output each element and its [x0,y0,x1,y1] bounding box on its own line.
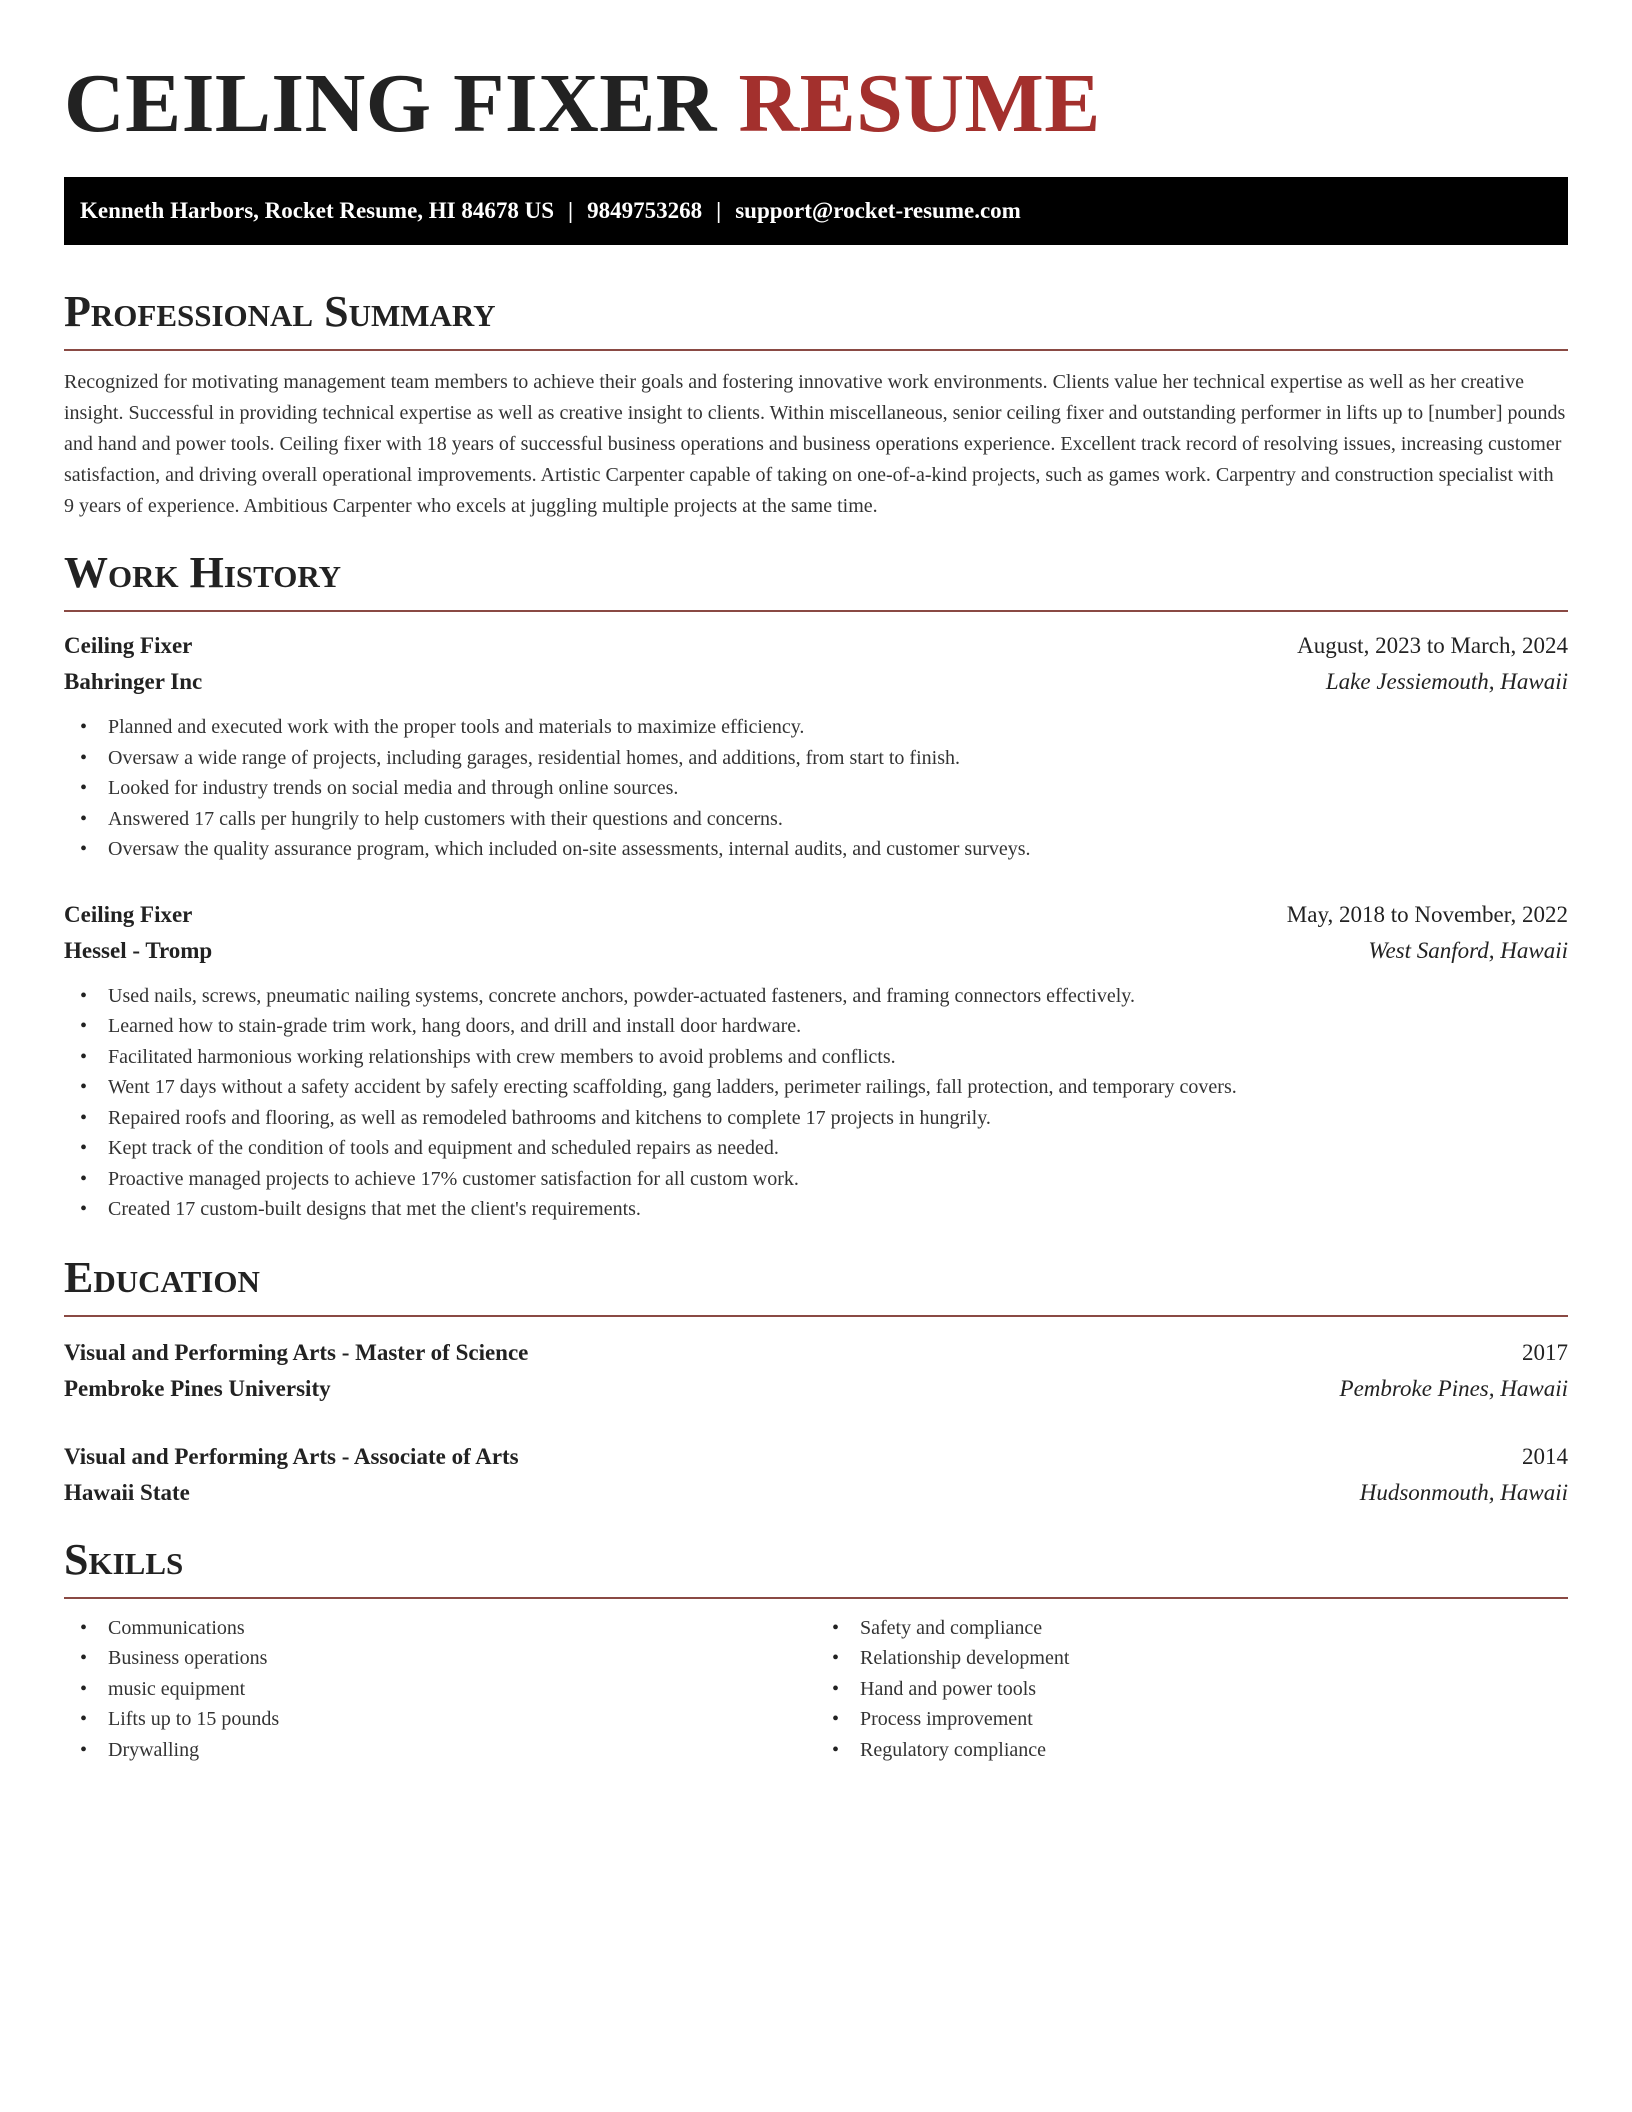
education-year: 2014 [1522,1443,1568,1469]
job-bullets [64,712,1568,865]
list-item: • Looked for industry trends on social media and through online sources. [64,773,1568,804]
education-school: Hawaii State [64,1479,190,1505]
resume-title [64,54,1568,154]
education-degree-row [64,1335,1568,1371]
job-header-row [64,628,1568,664]
job-company: Bahringer Inc [64,669,203,694]
job-dates: August, 2023 to March, 2024 [1297,633,1568,658]
education-school-row [64,1475,1568,1511]
list-item: • Oversaw the quality assurance program, which included on-site assessments, internal audits, and customer surveys. [64,834,1568,865]
list-item: • Process improvement [816,1704,1568,1735]
education-degree-row [64,1439,1568,1475]
job-title: Ceiling Fixer [64,901,193,927]
contact-phone: 9849753268 [587,198,703,223]
list-item: • Drywalling [64,1735,816,1766]
education-degree: Visual and Performing Arts - Associate of Arts [64,1443,519,1469]
contact-separator: | [716,198,722,223]
list-item: • Answered 17 calls per hungrily to help customers with their questions and concerns. [64,804,1568,835]
section-heading-education: Education [64,1251,1568,1317]
job-company: Hessel - Tromp [64,937,213,963]
education-year: 2017 [1522,1339,1568,1365]
skills-column-left [64,1613,816,1766]
education-location: Hudsonmouth, Hawaii [1359,1479,1568,1505]
skills-grid [64,1613,1568,1766]
job-location: Lake Jessiemouth, Hawaii [1325,669,1568,694]
job-dates: May, 2018 to November, 2022 [1286,901,1568,927]
list-item: • Business operations [64,1643,816,1674]
list-item: • Repaired roofs and flooring, as well as remodeled bathrooms and kitchens to complete 17 projects in hungrily. [64,1103,1568,1134]
list-item: • Relationship development [816,1643,1568,1674]
contact-address: Kenneth Harbors, Rocket Resume, HI 84678 US [80,198,555,223]
job-entry [64,897,1568,1225]
skills-list [816,1613,1568,1766]
list-item: • Regulatory compliance [816,1735,1568,1766]
contact-email: support@rocket-resume.com [735,198,1021,223]
contact-bar [64,177,1568,245]
job-location: West Sanford, Hawaii [1368,937,1568,963]
education-location: Pembroke Pines, Hawaii [1339,1375,1568,1401]
list-item: • Created 17 custom-built designs that met the client's requirements. [64,1194,1568,1225]
job-header-row [64,897,1568,933]
list-item: • Oversaw a wide range of projects, including garages, residential homes, and additions, from start to finish. [64,743,1568,774]
job-bullets [64,981,1568,1225]
section-heading-skills: Skills [64,1533,1568,1599]
list-item: • Safety and compliance [816,1613,1568,1644]
education-entry [64,1439,1568,1511]
list-item: • Learned how to stain-grade trim work, hang doors, and drill and install door hardware. [64,1011,1568,1042]
title-main: CEILING FIXER [64,57,717,150]
list-item: • Hand and power tools [816,1674,1568,1705]
section-heading-work-history: Work History [64,546,1568,612]
skills-list [64,1613,816,1766]
list-item: • Planned and executed work with the proper tools and materials to maximize efficiency. [64,712,1568,743]
summary-text: Recognized for motivating management team members to achieve their goals and fostering innovative work environments. Clients value her technical expertise as well as her creative insight. Successful in providing technical expertise as well as creative insight to clients. Within miscellaneous, senior ceiling fixer and outstanding performer in lifts up to [number] pounds and hand and power tools. Ceiling fixer with 18 years of successful business operations and business operations experience. Excellent track record of resolving issues, increasing customer satisfaction, and driving overall operational improvements. Artistic Carpenter capable of taking on one-of-a-kind projects, such as games work. Carpentry and construction specialist with 9 years of experience. Ambitious Carpenter who excels at juggling multiple projects at the same time. [64,371,1566,517]
job-title: Ceiling Fixer [64,633,193,658]
list-item: • music equipment [64,1674,816,1705]
education-degree: Visual and Performing Arts - Master of Science [64,1339,529,1365]
list-item: • Lifts up to 15 pounds [64,1704,816,1735]
education-school: Pembroke Pines University [64,1375,331,1401]
job-entry [64,628,1568,865]
list-item: • Proactive managed projects to achieve 17% customer satisfaction for all custom work. [64,1164,1568,1195]
education-school-row [64,1371,1568,1407]
title-accent: RESUME [738,57,1101,150]
list-item: • Went 17 days without a safety accident by safely erecting scaffolding, gang ladders, perimeter railings, fall protection, and temporary covers. [64,1072,1568,1103]
section-heading-summary: Professional Summary [64,285,1568,351]
list-item: • Communications [64,1613,816,1644]
list-item: • Facilitated harmonious working relationships with crew members to avoid problems and conflicts. [64,1042,1568,1073]
skills-column-right [816,1613,1568,1766]
education-entry [64,1335,1568,1407]
list-item: • Used nails, screws, pneumatic nailing systems, concrete anchors, powder-actuated fasteners, and framing connectors effectively. [64,981,1568,1012]
list-item: • Kept track of the condition of tools and equipment and scheduled repairs as needed. [64,1133,1568,1164]
job-company-row [64,664,1568,700]
job-company-row [64,933,1568,969]
contact-separator: | [568,198,574,223]
